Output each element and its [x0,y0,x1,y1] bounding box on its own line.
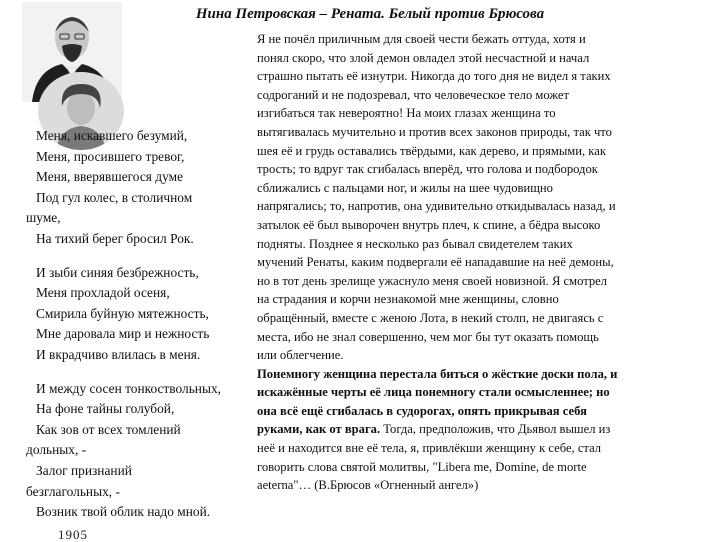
prose-mixed-line [257,420,717,439]
prose-line: сближались с пальцами ног, и жилы на шее чудовищно [257,180,553,195]
poem-line: Меня прохладой осеня, [36,285,170,301]
poem-line: И вкрадчиво влилась в меня. [36,346,201,362]
prose-line: понял скоро, что злой демон овладел этой несчастной и начал [257,50,590,65]
poem-line: шуме, [26,210,61,226]
prose-bold-line: искажённые черты её лица понемногу стали осмысленнее; но [257,385,610,400]
poem-line: безглагольных, - [26,483,120,499]
poem-line: Меня, вверявшегося думе [36,169,184,185]
poem-date: 1905 [58,527,88,542]
poem-line: И зыби синяя безбрежность, [36,264,199,280]
poem-line: Мне даровала мир и нежность [36,326,210,342]
poem-line: Под гул колес, в столичном [36,189,193,205]
poem-line: Меня, искавшего безумий, [36,128,188,143]
prose-line: неё и находится вне её тела, я, привлёкши женщину к себе, стал [257,441,602,456]
prose-line: изгибаться так невероятно! На моих глазах женщина то [257,106,556,121]
stanza-gap [36,366,261,379]
prose-line: но в тот день зрелище ужаснуло меня своей новизной. Я смотрел [257,273,608,288]
prose-line: или облегчение. [257,348,344,363]
prose-line: подняты. Позднее я несколько раз бывал свидетелем таких [257,236,573,251]
prose-line: говорить слова святой молитвы, "Libera me, Domine, de morte [257,459,587,474]
stanza-gap [36,250,261,263]
prose-bold-line: она всё ещё сгибалась в судорогах, опять прикрывая себя [257,403,587,418]
prose-line: затылок её был выворочен внутрь плеч, к спине, а бёдра высоко [257,217,601,232]
prose-line: вытягивалась мучительно и против всех законов природы, так что [257,124,612,139]
poem-line: Залог признаний [36,462,132,478]
prose-line: обращённый, вместе с женою Лота, в некий столп, не двигаясь с [257,310,604,325]
prose-line: мучений Ренаты, каким подвергали её нападавшие на неё демоны, [257,255,614,270]
prose-line: шея её и грудь оставались твёрдыми, как дерево, и прямыми, как [257,143,606,158]
prose-line: напрягались; то, напротив, она удивительно откидывалась назад, и [257,199,616,214]
poem-line: Как зов от всех томлений [36,421,181,437]
prose-fragment: Тогда, предположив, что Дьявол вышел из [380,422,611,437]
prose-line: Я не почёл приличным для своей чести бежать оттуда, хотя и [257,32,586,46]
page-title: Нина Петровская – Рената. Белый против Брюсова [195,6,545,22]
prose-line: места, ибо не знал совершенно, чем мог бы тут оказать помощь [257,329,599,344]
prose-quote [257,30,717,495]
prose-bold-fragment: руками, как от врага. [257,422,381,437]
prose-citation: aeterna"… (В.Брюсов «Огненный ангел») [257,478,479,493]
poem-line: Меня, просившего тревог, [36,148,185,164]
poem-line: И между сосен тонкоствольных, [36,380,222,396]
prose-line: содроганий и не подозревал, что человеческое тело может [257,87,569,102]
poem-line: Возник твой облик надо мной. [36,504,211,520]
poem-line: На фоне тайны голубой, [36,401,175,417]
prose-line: на страдания и корчи незнакомой мне женщины, словно [257,292,559,307]
prose-bold-line: Понемногу женщина перестала биться о жёсткие доски пола, и [257,366,618,381]
poem-line: На тихий берег бросил Рок. [36,230,194,246]
poem-line: дольных, - [26,442,87,458]
prose-line: трость; то вдруг так сгибалась вперёд, что голова и подбородок [257,162,598,177]
poem [26,126,261,523]
prose-line: страшно пытать её изнутри. Никогда до того дня не видел я таких [257,69,611,84]
poem-line: Смирила буйную мятежность, [36,305,209,321]
